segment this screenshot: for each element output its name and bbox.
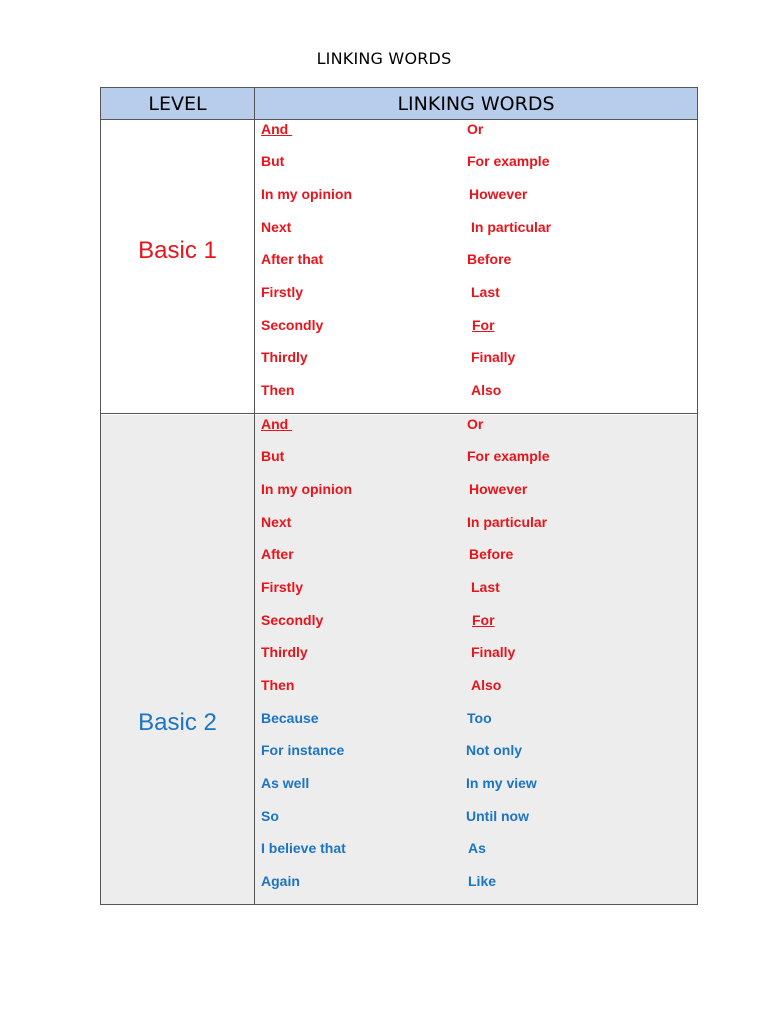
word-left: Firstly bbox=[261, 284, 304, 300]
word-right: In particular bbox=[471, 219, 552, 235]
level-label-basic-2: Basic 2 bbox=[138, 709, 217, 736]
word-right: However bbox=[469, 186, 528, 202]
word-left: Secondly bbox=[261, 317, 324, 333]
word-right: Until now bbox=[466, 808, 529, 824]
word-left: I believe that bbox=[261, 840, 346, 856]
word-left: So bbox=[261, 808, 279, 824]
word-left: Then bbox=[261, 382, 295, 398]
word-left: Again bbox=[261, 873, 300, 889]
word-right: However bbox=[469, 481, 528, 497]
word-right: Before bbox=[467, 251, 512, 267]
word-left: Then bbox=[261, 677, 295, 693]
word-right: As bbox=[468, 840, 486, 856]
word-left: After bbox=[261, 546, 294, 562]
word-right: Last bbox=[471, 579, 500, 595]
word-right: For bbox=[472, 317, 495, 333]
column-divider bbox=[254, 88, 255, 904]
word-right: For bbox=[472, 612, 495, 628]
word-left: And bbox=[261, 416, 293, 432]
word-right: Or bbox=[467, 121, 484, 137]
word-left: As well bbox=[261, 775, 310, 791]
word-left: Thirdly bbox=[261, 349, 308, 365]
section-basic-1 bbox=[101, 120, 697, 414]
word-right: Also bbox=[471, 382, 502, 398]
word-left: And bbox=[261, 121, 293, 137]
word-right: Not only bbox=[466, 742, 522, 758]
word-right: For example bbox=[467, 448, 550, 464]
level-label-basic-1: Basic 1 bbox=[138, 237, 217, 264]
word-left: In my opinion bbox=[261, 481, 352, 497]
table-header-row bbox=[101, 88, 697, 120]
word-left: Next bbox=[261, 514, 292, 530]
section-basic-2 bbox=[101, 415, 697, 904]
word-right: In particular bbox=[467, 514, 548, 530]
linking-words-table bbox=[100, 87, 698, 905]
word-left: Next bbox=[261, 219, 292, 235]
word-left: Secondly bbox=[261, 612, 324, 628]
word-right: Also bbox=[471, 677, 502, 693]
word-left: After that bbox=[261, 251, 324, 267]
word-left: Firstly bbox=[261, 579, 304, 595]
word-left: Thirdly bbox=[261, 644, 308, 660]
word-right: Last bbox=[471, 284, 500, 300]
header-linking-words: LINKING WORDS bbox=[397, 93, 555, 115]
word-right: Or bbox=[467, 416, 484, 432]
word-left: But bbox=[261, 153, 285, 169]
word-left: But bbox=[261, 448, 285, 464]
word-left: For instance bbox=[261, 742, 345, 758]
word-right: Finally bbox=[471, 349, 516, 365]
word-right: For example bbox=[467, 153, 550, 169]
word-right: Finally bbox=[471, 644, 516, 660]
word-left: Because bbox=[261, 710, 319, 726]
header-level: LEVEL bbox=[148, 93, 207, 115]
document-title: LINKING WORDS bbox=[316, 49, 452, 68]
word-right: Before bbox=[469, 546, 514, 562]
word-left: In my opinion bbox=[261, 186, 352, 202]
word-right: In my view bbox=[466, 775, 537, 791]
word-right: Too bbox=[467, 710, 492, 726]
word-right: Like bbox=[468, 873, 497, 889]
